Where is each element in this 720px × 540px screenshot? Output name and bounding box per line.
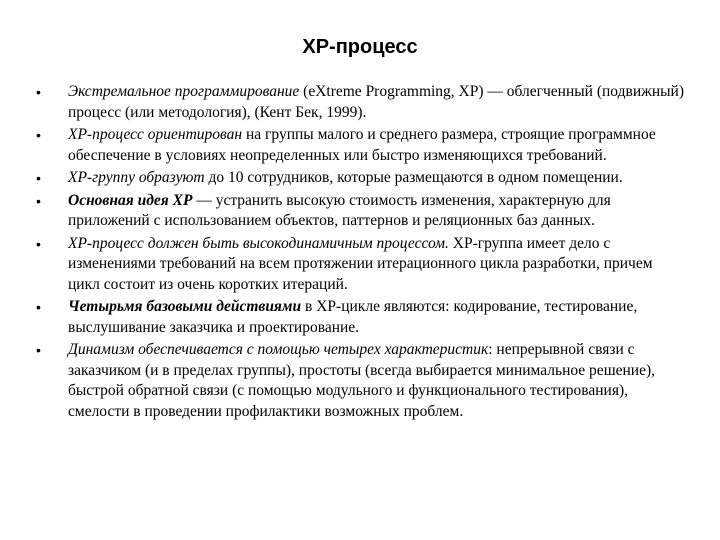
bullet-text: XP-группа имеет дело с изменениями требований на всем протяжении итерационного цикла разработки, причем цикл состоит из очень коротких итераций.	[68, 234, 653, 293]
bullet-item	[36, 82, 686, 123]
bullet-lead: Динамизм обеспечивается с помощью четырех характеристик	[68, 341, 489, 358]
bullet-lead: XP-группу образуют	[68, 169, 205, 186]
bullet-text: (eXtreme Programming, XP) — облегченный (подвижный) процесс (или методология), (Кент Бек, 1999).	[68, 83, 684, 121]
bullet-item	[36, 168, 686, 189]
bullet-icon: •	[36, 192, 41, 209]
bullet-text: до 10 сотрудников, которые размещаются в одном помещении.	[204, 169, 623, 186]
bullet-icon: •	[36, 342, 41, 358]
bullet-item	[36, 340, 686, 422]
bullet-text: — устранить высокую стоимость изменения, характерную для приложений с использованием объектов, паттернов и реляционных баз данных.	[68, 191, 611, 229]
bullet-icon: •	[36, 84, 41, 100]
bullet-lead: Экстремальное программирование	[68, 83, 300, 100]
bullet-text: на группы малого и среднего размера, строящие программное обеспечение в условиях неопределенных или быстро изменяющихся требований.	[68, 126, 656, 164]
bullet-text: в XP-цикле являются: кодирование, тестирование, выслушивание заказчика и проектирование.	[68, 298, 638, 336]
bullet-list	[36, 82, 686, 424]
bullet-item	[36, 125, 686, 166]
bullet-lead: XP-процесс ориентирован	[68, 126, 243, 143]
bullet-item	[36, 234, 686, 296]
bullet-icon: •	[36, 127, 41, 143]
bullet-text: : непрерывной связи с заказчиком (и в пределах группы), простоты (всегда выбирается минимальное решение), быстрой обратной связи (с помощью модульного и функционального тестирования), смелости в проведении профилактики возможных проблем.	[68, 341, 656, 420]
bullet-item	[36, 297, 686, 338]
bullet-lead: Четырьмя базовыми действиями	[68, 298, 302, 315]
bullet-lead: XP-процесс должен быть высокодинамичным процессом.	[68, 234, 449, 252]
bullet-lead: Основная идея XP	[68, 191, 193, 209]
bullet-icon: •	[36, 299, 41, 315]
bullet-icon: •	[36, 235, 41, 252]
bullet-item	[36, 191, 686, 232]
slide-title: XP-процесс	[302, 36, 418, 58]
bullet-icon: •	[36, 170, 41, 186]
